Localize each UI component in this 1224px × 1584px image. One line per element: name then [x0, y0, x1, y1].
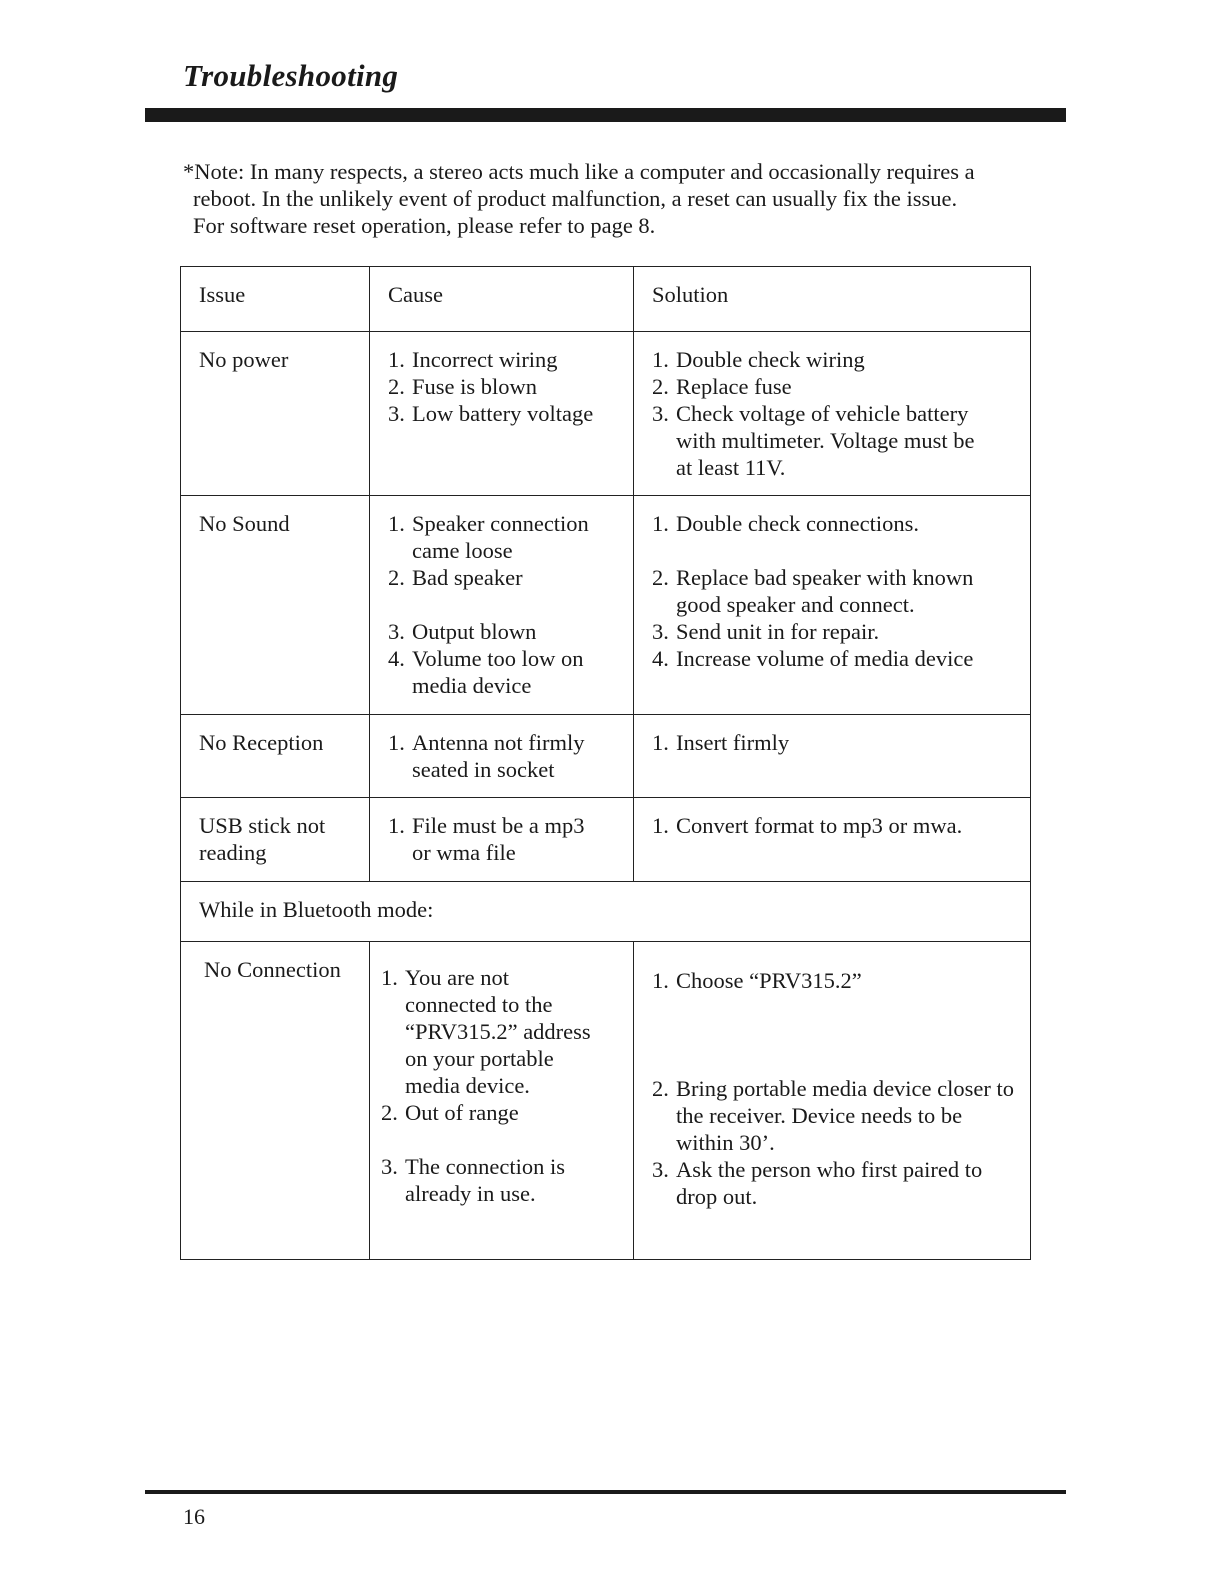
solution-item: 4. Increase volume of media device	[652, 646, 974, 671]
troubleshooting-table	[180, 266, 1031, 1260]
header-issue: Issue	[199, 282, 246, 307]
solution-item: 3. Ask the person who first paired to drop out.	[652, 1157, 983, 1209]
cause-item: 3. Output blown	[388, 619, 537, 644]
title-divider	[145, 108, 1066, 122]
issue-cell: No Sound	[199, 511, 290, 536]
cause-item: 3. The connection is already in use.	[381, 1154, 565, 1206]
cause-item: 2. Bad speaker	[388, 565, 523, 590]
solution-item: 1. Convert format to mp3 or mwa.	[652, 813, 963, 838]
issue-cell: No Connection	[204, 957, 341, 982]
cause-item: 1. You are not connected to the “PRV315.2” address on your portable media device.	[381, 965, 591, 1098]
cause-item: 1. File must be a mp3 or wma file	[388, 813, 585, 865]
solution-cell	[634, 496, 1030, 686]
header-solution: Solution	[652, 282, 729, 307]
issue-cell: No Reception	[199, 730, 324, 755]
solution-item: 1. Choose “PRV315.2”	[652, 968, 862, 993]
note-line: reboot. In the unlikely event of product malfunction, a reset can usually fix the issue.	[193, 186, 958, 211]
reset-note	[183, 158, 1043, 239]
cause-item: 3. Low battery voltage	[388, 401, 594, 426]
table-section-row	[181, 882, 1031, 942]
header-cause: Cause	[388, 282, 443, 307]
solution-item: 1. Insert firmly	[652, 730, 790, 755]
issue-cell: USB stick not reading	[199, 813, 326, 865]
cause-item: 2. Out of range	[381, 1100, 519, 1125]
solution-item: 1. Double check wiring	[652, 347, 865, 372]
cause-item: 1. Antenna not firmly seated in socket	[388, 730, 585, 782]
note-line: For software reset operation, please refer to page 8.	[193, 213, 656, 238]
table-row	[181, 715, 1031, 798]
page-number: 16	[183, 1504, 205, 1529]
cause-item: 2. Fuse is blown	[388, 374, 538, 399]
cause-cell	[370, 332, 633, 441]
footer-divider	[145, 1490, 1066, 1494]
page-title: Troubleshooting	[183, 58, 399, 93]
solution-cell	[634, 942, 1030, 1224]
issue-cell: No power	[199, 347, 289, 372]
solution-item: 2. Bring portable media device closer to the receiver. Device needs to be within 30’.	[652, 1076, 1015, 1155]
cause-item: 4. Volume too low on media device	[388, 646, 584, 698]
solution-cell	[634, 332, 1030, 495]
cause-cell	[370, 798, 633, 880]
solution-cell	[634, 798, 1030, 853]
bluetooth-section-label: While in Bluetooth mode:	[199, 897, 434, 922]
solution-item: 2. Replace fuse	[652, 374, 792, 399]
solution-item: 1. Double check connections.	[652, 511, 920, 536]
table-row	[181, 496, 1031, 715]
cause-item: 1. Speaker connection came loose	[388, 511, 589, 563]
cause-item: 1. Incorrect wiring	[388, 347, 558, 372]
solution-item: 3. Send unit in for repair.	[652, 619, 880, 644]
cause-cell	[370, 715, 633, 797]
table-row	[181, 942, 1031, 1260]
solution-item: 2. Replace bad speaker with known good speaker and connect.	[652, 565, 974, 617]
solution-item: 3. Check voltage of vehicle battery with multimeter. Voltage must be at least 11V.	[652, 401, 975, 480]
note-line: *Note: In many respects, a stereo acts much like a computer and occasionally requires a	[183, 159, 975, 184]
table-row	[181, 332, 1031, 496]
solution-cell	[634, 715, 1030, 770]
table-row	[181, 798, 1031, 882]
cause-cell	[370, 496, 633, 713]
cause-cell	[370, 942, 633, 1221]
table-header-row	[181, 267, 1031, 332]
